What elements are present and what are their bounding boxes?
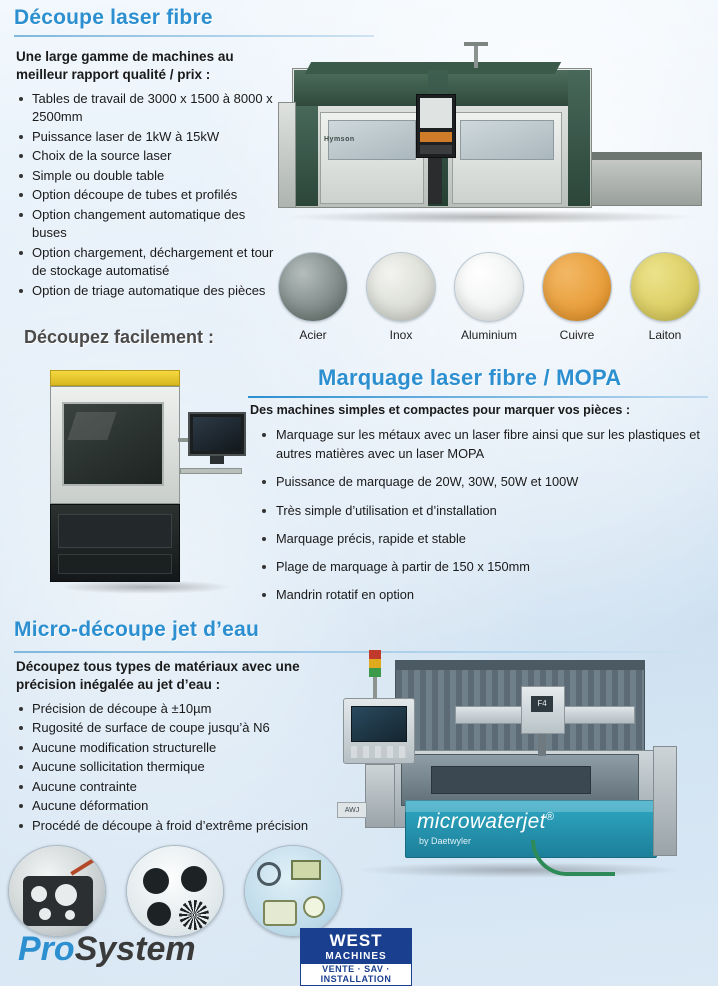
machine-brand-label: Hymson xyxy=(324,136,355,143)
material-swatch-list xyxy=(272,252,712,350)
list-item: Marquage précis, rapide et stable xyxy=(254,529,706,548)
material-swatch xyxy=(272,252,354,350)
material-disc-laiton xyxy=(630,252,700,322)
material-swatch xyxy=(360,252,442,350)
laser-cutting-machine-image xyxy=(278,42,706,242)
material-label: Aluminium xyxy=(460,328,517,342)
list-item: Option chargement, déchargement et tour de stockage automatisé xyxy=(16,244,278,281)
waterjet-brand-sub: by Daetwyler xyxy=(419,836,472,846)
list-item: Aucune modification structurelle xyxy=(16,739,366,757)
list-item: Mandrin rotatif en option xyxy=(254,585,706,604)
list-item: Tables de travail de 3000 x 1500 à 8000 x 2500mm xyxy=(16,90,278,127)
list-item: Option changement automatique des buses xyxy=(16,206,278,243)
list-item: Aucune contrainte xyxy=(16,778,366,796)
list-item: Simple ou double table xyxy=(16,167,278,185)
registered-icon: ® xyxy=(545,811,555,823)
lead-text-laser-marking: Des machines simples et compactes pour marquer vos pièces : xyxy=(250,403,631,417)
section-title-laser-marking: Marquage laser fibre / MOPA xyxy=(318,365,622,390)
divider-laser-cutting xyxy=(14,35,374,37)
brand-logo xyxy=(18,930,196,969)
material-swatch xyxy=(536,252,618,350)
sample-disc xyxy=(244,845,342,937)
material-disc-inox xyxy=(366,252,436,322)
machine-panel-tag: F4 xyxy=(531,696,553,712)
partner-logo-line1: WEST xyxy=(301,929,411,951)
list-item: Option découpe de tubes et profilés xyxy=(16,186,278,204)
material-disc-cuivre xyxy=(542,252,612,322)
lead-text-laser-cutting: Une large gamme de machines au meilleur rapport qualité / prix : xyxy=(16,49,234,83)
partner-logo-line3: VENTE · SAV · INSTALLATION xyxy=(320,964,392,984)
list-item: Marquage sur les métaux avec un laser fibre ainsi que sur les plastiques et autres matières avec un laser MOPA xyxy=(254,425,706,463)
list-item: Puissance laser de 1kW à 15kW xyxy=(16,128,278,146)
subtitle-decoupez-facilement: Découpez facilement : xyxy=(24,327,215,347)
bullet-list-laser-cutting xyxy=(16,90,278,301)
section-title-laser-cutting xyxy=(14,6,364,30)
section-title-waterjet: Micro-découpe jet d’eau xyxy=(14,618,259,641)
laser-marking-machine-image xyxy=(38,368,248,608)
brand-suffix: System xyxy=(74,930,196,968)
sample-disc xyxy=(126,845,224,937)
divider-laser-marking xyxy=(248,396,708,398)
waterjet-machine-image xyxy=(335,650,710,880)
list-item: Très simple d’utilisation et d’installation xyxy=(254,501,706,520)
list-item: Plage de marquage à partir de 150 x 150mm xyxy=(254,557,706,576)
sample-disc xyxy=(8,845,106,937)
material-swatch xyxy=(624,252,706,350)
waterjet-brand-label: microwaterjet xyxy=(417,810,546,833)
material-swatch xyxy=(448,252,530,350)
list-item: Procédé de découpe à froid d’extrême précision xyxy=(16,817,366,835)
material-disc-aluminium xyxy=(454,252,524,322)
list-item: Précision de découpe à ±10µm xyxy=(16,700,366,718)
page-title: Découpe laser fibre xyxy=(14,6,213,29)
material-label: Inox xyxy=(389,328,413,342)
partner-logo-line2: MACHINES xyxy=(301,951,411,964)
machine-side-tag: AWJ xyxy=(337,802,367,818)
list-item: Aucune sollicitation thermique xyxy=(16,758,366,776)
material-label: Cuivre xyxy=(559,328,595,342)
list-item: Aucune déformation xyxy=(16,797,366,815)
brand-prefix: Pro xyxy=(18,930,75,968)
lead-text-waterjet: Découpez tous types de matériaux avec une précision inégalée au jet d’eau : xyxy=(16,659,300,693)
bullet-list-waterjet xyxy=(16,700,366,836)
list-item: Option de triage automatique des pièces xyxy=(16,282,278,300)
list-item: Puissance de marquage de 20W, 30W, 50W et 100W xyxy=(254,472,706,491)
material-label: Laiton xyxy=(648,328,682,342)
partner-logo-west-machines xyxy=(300,928,412,986)
material-disc-acier xyxy=(278,252,348,322)
material-label: Acier xyxy=(299,328,327,342)
list-item: Choix de la source laser xyxy=(16,147,278,165)
bullet-list-laser-marking xyxy=(254,425,706,613)
sample-parts-images xyxy=(8,845,368,940)
list-item: Rugosité de surface de coupe jusqu’à N6 xyxy=(16,719,366,737)
